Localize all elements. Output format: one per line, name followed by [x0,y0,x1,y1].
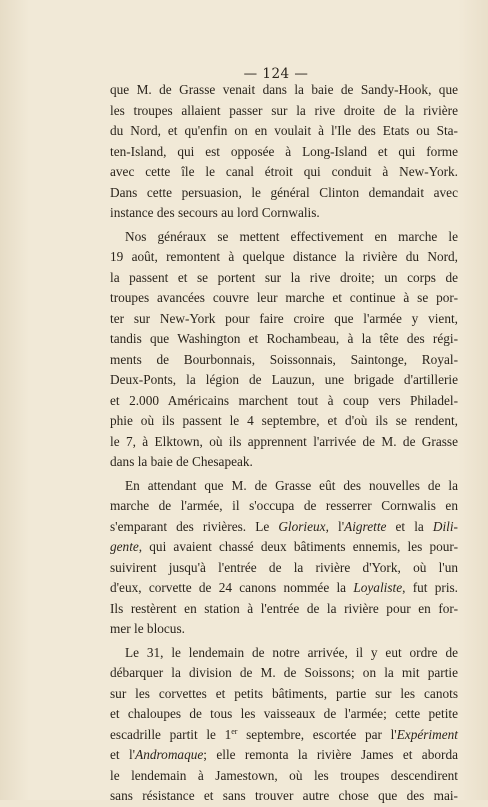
text-line: 19 août, remontent à quelque distance la rivière du Nord, [110,249,458,264]
text-line: les troupes allaient passer sur la rive droite de la rivière [110,102,458,118]
text-line: le lendemain à Jamestown, où les troupes descendirent [110,767,458,783]
text-line: suivirent jusqu'à l'entrée de la rivière d'York, où l'un [110,559,458,575]
text-line: s'emparant des rivières. Le Glorieux, l'Aigrette et la Dili- [110,518,458,534]
text-line: sans résistance et sans trouver autre chose que des mai- [110,788,458,803]
text-line: et 2.000 Américains marchent tout à coup vers Philadel- [110,392,458,408]
text-line: sur les corvettes et petits bâtiments, partie sur les canots [110,685,458,701]
text-line: et chaloupes de tous les vaisseaux de l'armée; cette petite [110,706,458,721]
text-line: la passent et se portent sur la rive droite; un corps de [110,269,458,285]
page-number: — 124 — [243,66,309,82]
text-line: et l'Andromaque; elle remonta la rivière James et aborda [110,747,458,762]
paragraph [110,643,458,807]
text-line: marche de l'armée, il s'occupa de resserrer Cornwalis en [110,498,458,513]
text-line: Deux-Ponts, la légion de Lauzun, une brigade d'artillerie [110,372,458,387]
text-line: Dans cette persuasion, le général Clinton demandait avec [110,184,458,200]
text-line: du Nord, et qu'enfin on en voulait à l'Ile des Etats ou Sta- [110,123,458,138]
text-line: Ils restèrent en station à l'entrée de la rivière pour en for- [110,600,458,616]
text-line: débarquer la division de M. de Soissons; on la mit partie [110,665,458,680]
text-line: avec cette île le canal étroit qui conduit à New-York. [110,164,458,179]
text-line: Nos généraux se mettent effectivement en marche le [125,228,458,244]
text-line: d'eux, corvette de 24 canons nommée la Loyaliste, fut pris. [110,580,459,595]
text-line: que M. de Grasse venait dans la baie de Sandy-Hook, que [110,82,458,97]
text-line: ter sur New-York pour faire croire que l'armée y vient, [110,310,458,326]
text-line: phie où ils passent le 4 septembre, et d'où ils se rendent, [110,413,458,428]
body-text [110,80,458,807]
text-line: escadrille partit le 1er septembre, escortée par l'Expériment [110,726,458,742]
paragraph [110,227,458,473]
text-line: tandis que Washington et Rochambeau, à la tête des régi- [110,331,458,346]
text-line: le 7, à Elktown, où ils apprennent l'arrivée de M. de Grasse [110,433,458,449]
paragraph [110,476,458,640]
text-line: Le 31, le lendemain de notre arrivée, il y eut ordre de [125,644,458,660]
text-line: En attendant que M. de Grasse eût des nouvelles de la [125,477,458,493]
text-line: mer le blocus. [110,621,185,636]
text-line: ten-Island, qui est opposée à Long-Island et qui forme [110,143,458,159]
text-line: ments de Bourbonnais, Soissonnais, Saintonge, Royal- [110,351,458,367]
paragraph [110,80,458,224]
text-line: gente, qui avaient chassé deux bâtiments ennemis, les pour- [110,539,458,554]
text-line: troupes avancées couvre leur marche et continue à se por- [110,290,458,305]
text-line: dans la baie de Chesapeak. [110,454,253,469]
text-line: instance des secours au lord Cornwalis. [110,205,320,220]
